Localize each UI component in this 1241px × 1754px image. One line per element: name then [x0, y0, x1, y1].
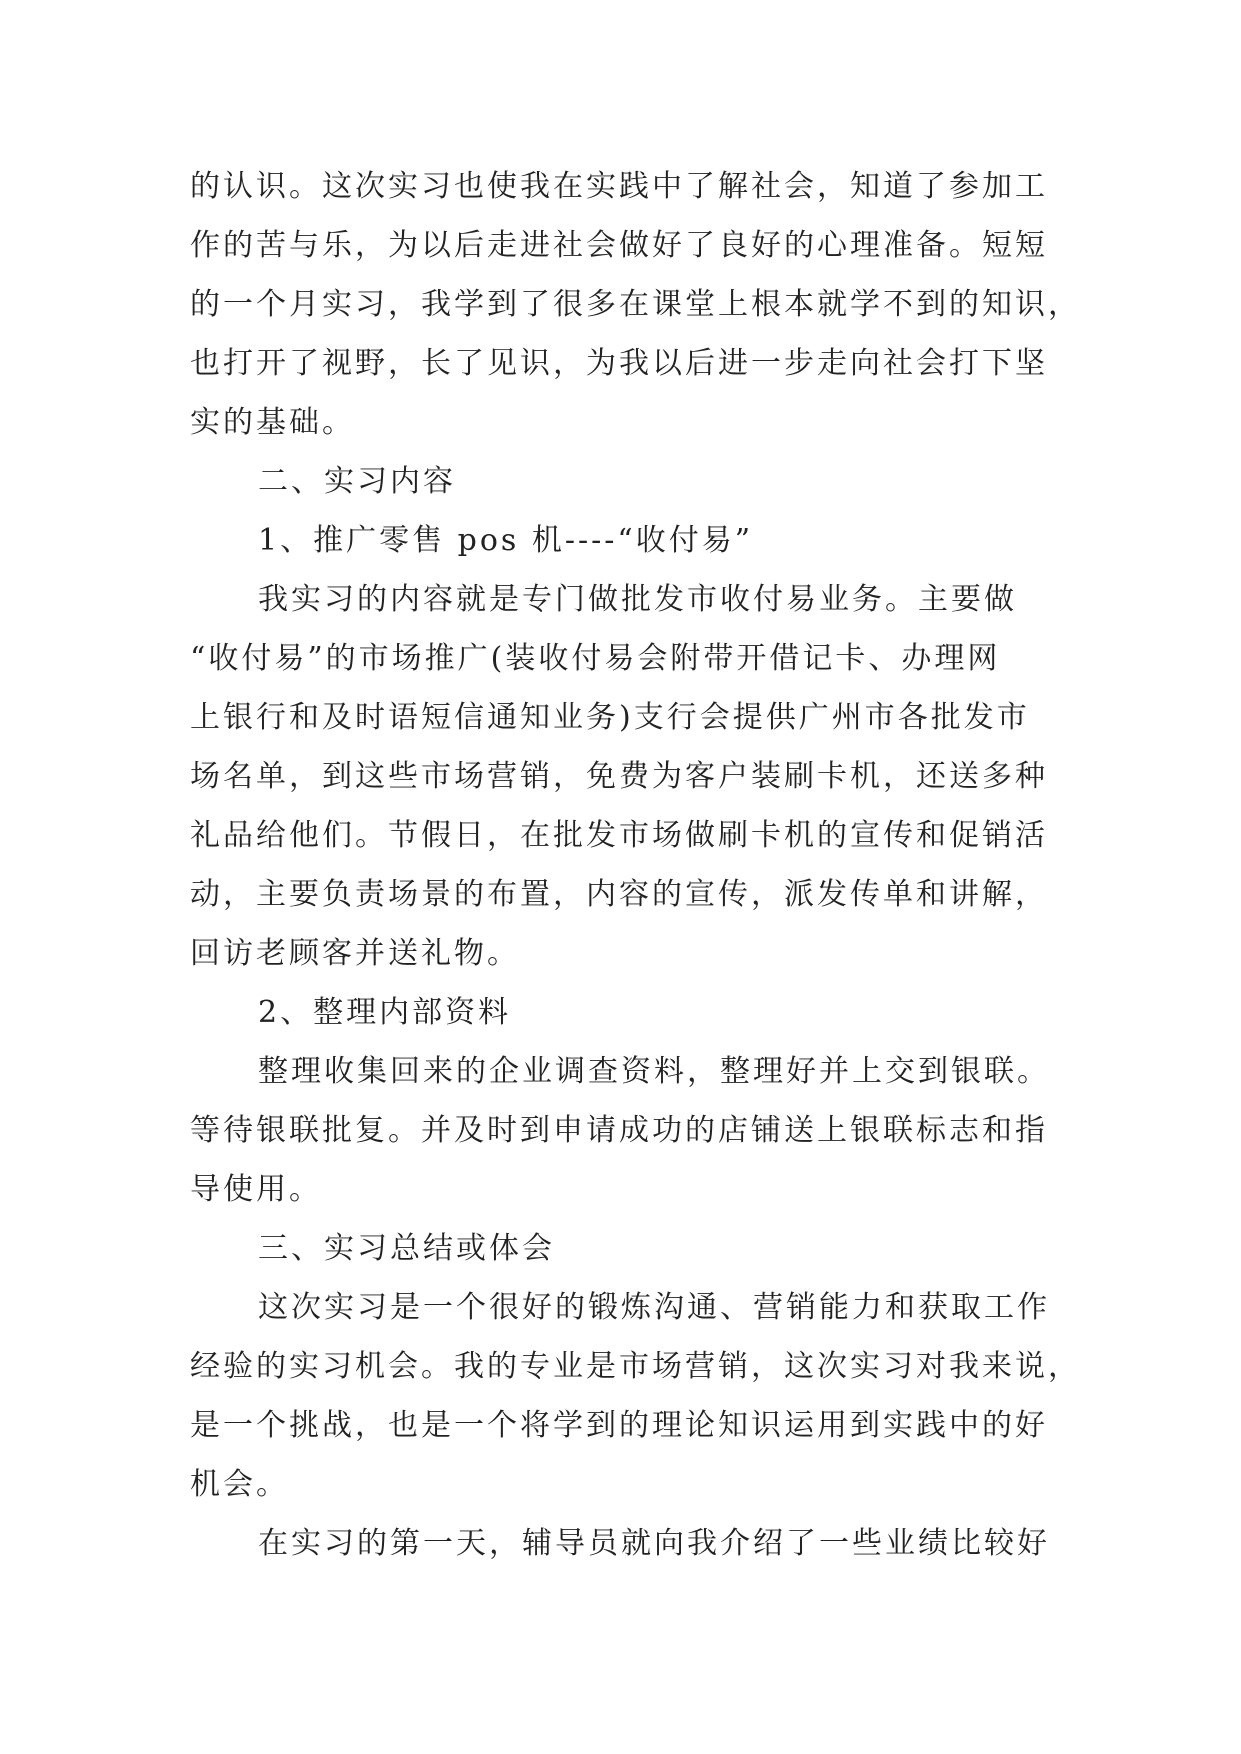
paragraph-line: 在实习的第一天，辅导员就向我介绍了一些业绩比较好 — [258, 1526, 1050, 1561]
paragraph-line: 这次实习是一个很好的锻炼沟通、营销能力和获取工作 — [258, 1290, 1050, 1325]
paragraph-line: 经验的实习机会。我的专业是市场营销，这次实习对我来说， — [190, 1349, 1081, 1384]
section-heading: 二、实习内容 — [258, 464, 456, 499]
paragraph-line: 动，主要负责场景的布置，内容的宣传，派发传单和讲解， — [190, 877, 1048, 912]
paragraph-line: 的一个月实习，我学到了很多在课堂上根本就学不到的知识， — [190, 287, 1081, 322]
paragraph-line: 整理收集回来的企业调查资料，整理好并上交到银联。 — [258, 1054, 1050, 1089]
paragraph-line: 是一个挑战，也是一个将学到的理论知识运用到实践中的好 — [190, 1408, 1048, 1443]
paragraph-line: 等待银联批复。并及时到申请成功的店铺送上银联标志和指 — [190, 1113, 1048, 1148]
paragraph-line: 礼品给他们。节假日，在批发市场做刷卡机的宣传和促销活 — [190, 818, 1048, 853]
paragraph-line: 我实习的内容就是专门做批发市收付易业务。主要做 — [258, 582, 1017, 617]
paragraph-line: 机会。 — [190, 1467, 289, 1502]
paragraph-line: 的认识。这次实习也使我在实践中了解社会，知道了参加工 — [190, 169, 1048, 204]
paragraph-line: 也打开了视野，长了见识，为我以后进一步走向社会打下坚 — [190, 346, 1048, 381]
paragraph-line: “收付易”的市场推广(装收付易会附带开借记卡、办理网 — [190, 641, 1001, 676]
subsection-heading: 2、整理内部资料 — [258, 995, 512, 1030]
paragraph-line: 导使用。 — [190, 1172, 322, 1207]
paragraph-line: 回访老顾客并送礼物。 — [190, 936, 520, 971]
paragraph-line: 上银行和及时语短信通知业务)支行会提供广州市各批发市 — [190, 700, 1030, 735]
document-body — [190, 157, 1081, 1573]
paragraph-line: 场名单，到这些市场营销，免费为客户装刷卡机，还送多种 — [190, 759, 1048, 794]
paragraph-line: 实的基础。 — [190, 405, 355, 440]
paragraph-line: 作的苦与乐，为以后走进社会做好了良好的心理准备。短短 — [190, 228, 1048, 263]
section-heading: 三、实习总结或体会 — [258, 1231, 555, 1266]
subsection-heading: 1、推广零售 pos 机----“收付易” — [258, 523, 754, 558]
